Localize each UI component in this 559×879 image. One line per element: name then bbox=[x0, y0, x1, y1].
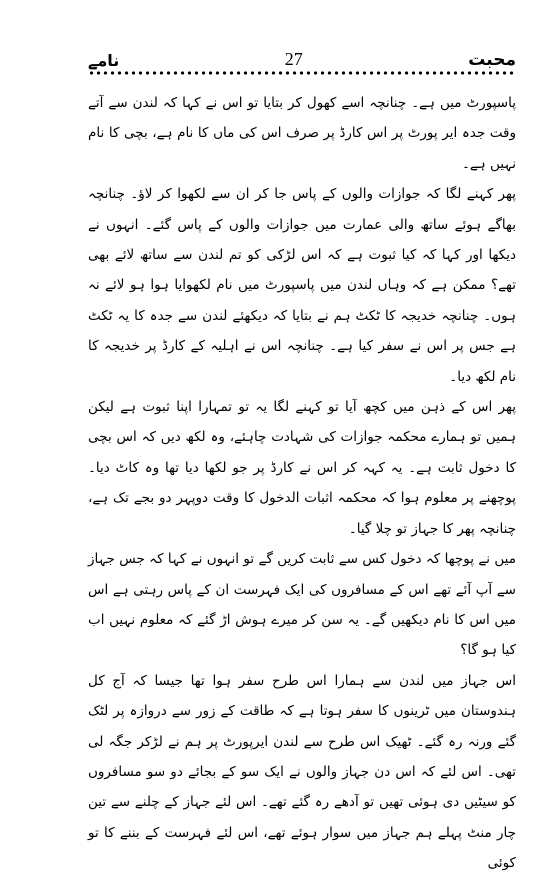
page-number: 27 bbox=[284, 49, 303, 69]
paragraph: پھر اس کے ذہن میں کچھ آیا تو کہنے لگا یہ تو تمہارا اپنا ثبوت ہے لیکن ہمیں تو ہمارے محکمہ جوازات کی شہادت چاہئے، وہ لکھ دیں کہ اس بچی کا دخول ثابت ہے۔ یہ کہہ کر اس نے کارڈ پر جو لکھا دیا تھا وہ کاٹ دیا۔ پوچھنے پر معلوم ہوا کہ محکمہ اثبات الدخول کا وقت دوپہر دو بجے تک ہے، چنانچہ پھر کا جہاز تو چلا گیا۔ bbox=[88, 399, 516, 537]
paragraph: اس جہاز میں لندن سے ہمارا اس طرح سفر ہوا تھا جیسا کہ آج کل ہندوستان میں ٹرینوں کا سفر ہوتا ہے کہ طاقت کے زور سے دروازہ پر لٹک گئے ورنہ رہ گئے۔ ٹھیک اس طرح سے لندن ایرپورٹ پر ہم نے لڑکر جگہ لی تھی۔ اس لئے کہ اس دن جہاز والوں نے ایک سو کے بجائے دو سو مسافروں کو سیٹیں دی ہوئی تھیں تو آدھے رہ گئے تھے۔ اس لئے جہاز کے چلنے سے تین چار منٹ پہلے ہم جہاز میں سوار ہوئے تھے، اس لئے فہرست کے بننے کا تو کوئی bbox=[88, 672, 516, 872]
paragraph: پاسپورٹ میں ہے۔ چنانچہ اسے کھول کر بتایا تو اس نے کہا کہ لندن سے آتے وقت جدہ ایر پورٹ پر اس کارڈ پر صرف اس کی ماں کا نام ہے، بچی کا نام نہیں ہے۔ bbox=[88, 95, 516, 172]
paragraph: پھر کہنے لگا کہ جوازات والوں کے پاس جا کر ان سے لکھوا کر لاؤ۔ چنانچہ بھاگے ہوئے ساتھ والی عمارت میں جوازات والوں کے پاس گئے۔ انہوں نے دیکھا اور کہا کہ کیا ثبوت ہے کہ اس لڑکی کو تم لندن سے ساتھ لائے بھی تھے؟ ممکن ہے کہ وہاں لندن میں پاسپورٹ میں نام لکھوایا ہوا ہو لائے نہ ہوں۔ چنانچہ خدیجہ کا ٹکٹ ہم نے بتایا کہ دیکھئے لندن سے جدہ کا یہ ٹکٹ ہے جس پر اس نے سفر کیا ہے۔ چنانچہ اس نے اہلیہ کے کارڈ پر خدیجہ کا نام لکھ دیا۔ bbox=[88, 186, 516, 385]
section-title: نامے bbox=[88, 51, 120, 70]
page-header bbox=[88, 42, 516, 70]
page-body bbox=[88, 88, 516, 879]
dotted-divider bbox=[88, 70, 516, 76]
book-title: محبت bbox=[468, 50, 516, 70]
paragraph: میں نے پوچھا کہ دخول کس سے ثابت کریں گے تو انہوں نے کہا کہ جس جہاز سے آپ آئے تھے اس کے مسافروں کی ایک فہرست ان کے پاس رہتی ہے اس میں اس کا نام دیکھیں گے۔ یہ سن کر میرے ہوش اڑ گئے کہ معلوم نہیں اب کیا ہو گا؟ bbox=[88, 551, 516, 659]
